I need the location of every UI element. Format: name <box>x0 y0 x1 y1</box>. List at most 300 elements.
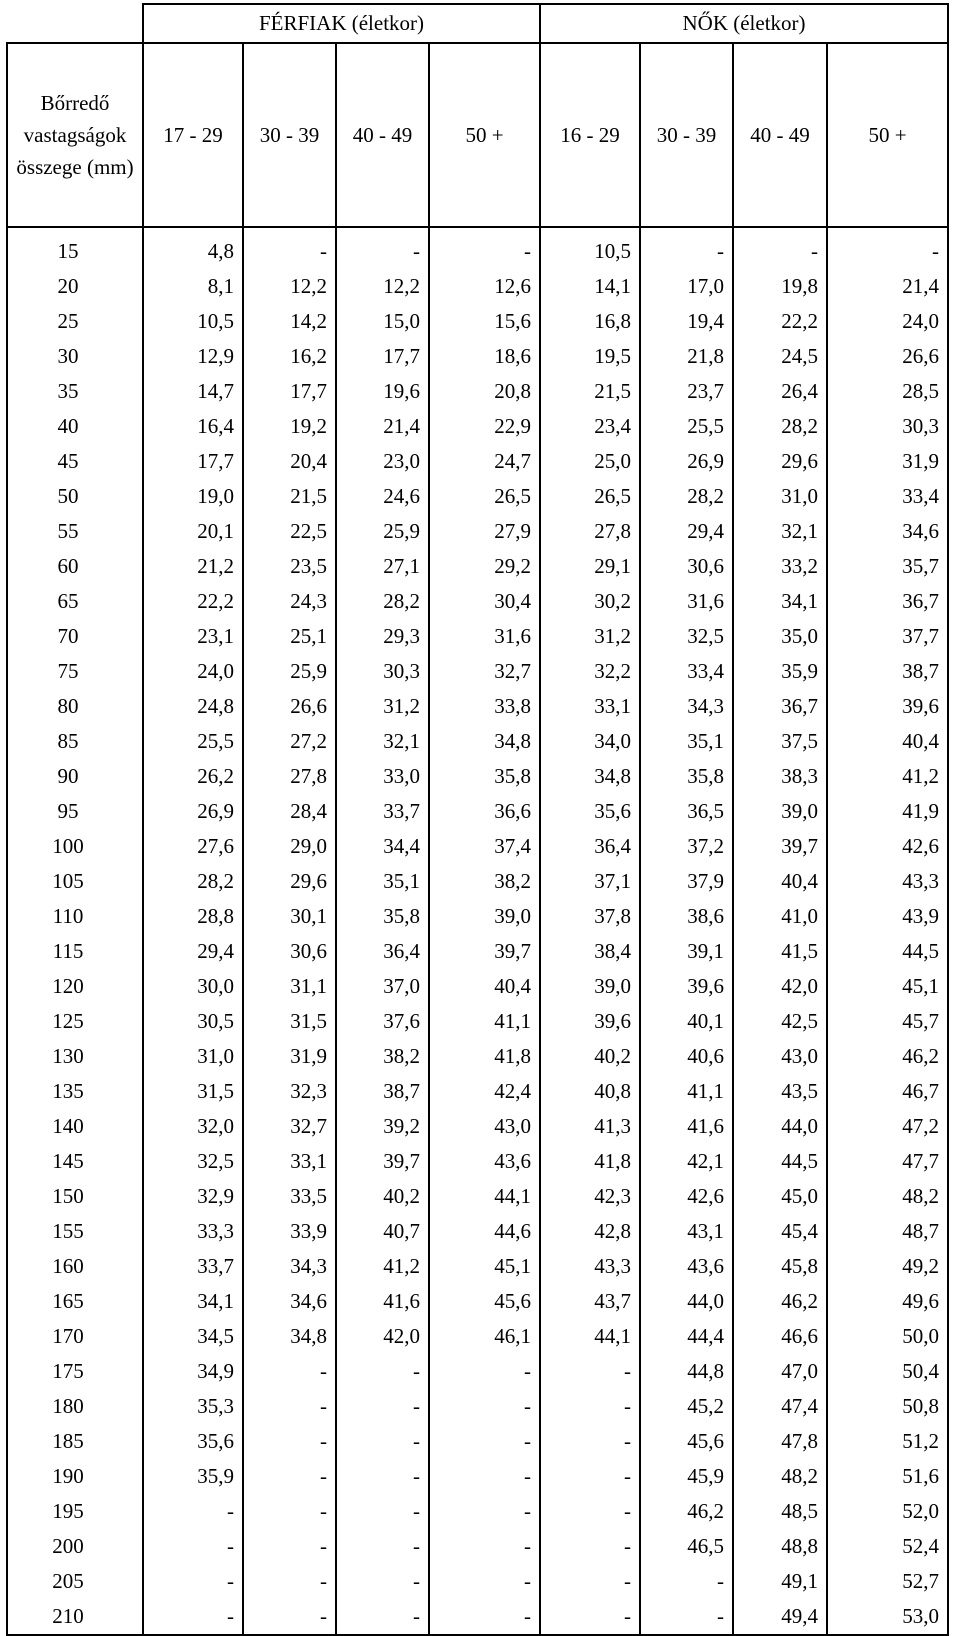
women-value-cell: 23,7 <box>640 374 733 409</box>
table-row <box>7 759 948 794</box>
men-value-cell: - <box>429 227 540 269</box>
men-value-cell: 20,4 <box>243 444 336 479</box>
men-value-cell: 16,4 <box>143 409 243 444</box>
men-value-cell: - <box>336 1599 429 1635</box>
men-value-cell: 24,0 <box>143 654 243 689</box>
men-value-cell: 31,5 <box>243 1004 336 1039</box>
men-value-cell: 41,1 <box>429 1004 540 1039</box>
men-value-cell: 40,4 <box>429 969 540 1004</box>
table-row <box>7 444 948 479</box>
skinfold-sum-cell: 200 <box>7 1529 143 1564</box>
women-value-cell: 40,4 <box>733 864 827 899</box>
men-value-cell: 32,0 <box>143 1109 243 1144</box>
men-value-cell: 38,7 <box>336 1074 429 1109</box>
women-value-cell: 43,6 <box>640 1249 733 1284</box>
women-value-cell: 45,6 <box>640 1424 733 1459</box>
men-value-cell: 27,2 <box>243 724 336 759</box>
skinfold-sum-cell: 110 <box>7 899 143 934</box>
men-value-cell: 25,9 <box>336 514 429 549</box>
table-row <box>7 339 948 374</box>
women-value-cell: 36,4 <box>540 829 640 864</box>
men-value-cell: 14,7 <box>143 374 243 409</box>
men-value-cell: 35,8 <box>429 759 540 794</box>
women-value-cell: 43,1 <box>640 1214 733 1249</box>
women-age-header: 16 - 29 <box>540 43 640 227</box>
men-age-header: 40 - 49 <box>336 43 429 227</box>
men-value-cell: - <box>143 1564 243 1599</box>
skinfold-sum-cell: 55 <box>7 514 143 549</box>
men-value-cell: 35,6 <box>143 1424 243 1459</box>
women-age-header: 50 + <box>827 43 948 227</box>
women-value-cell: 35,1 <box>640 724 733 759</box>
men-group-header: FÉRFIAK (életkor) <box>143 4 540 43</box>
men-value-cell: 33,7 <box>336 794 429 829</box>
men-value-cell: 19,0 <box>143 479 243 514</box>
men-value-cell: 31,6 <box>429 619 540 654</box>
men-value-cell: 46,1 <box>429 1319 540 1354</box>
table-row <box>7 374 948 409</box>
men-value-cell: 36,4 <box>336 934 429 969</box>
women-value-cell: 47,0 <box>733 1354 827 1389</box>
women-value-cell: 41,1 <box>640 1074 733 1109</box>
table-row <box>7 1424 948 1459</box>
women-value-cell: 32,5 <box>640 619 733 654</box>
skinfold-sum-cell: 20 <box>7 269 143 304</box>
skinfold-sum-cell: 175 <box>7 1354 143 1389</box>
women-value-cell: - <box>733 227 827 269</box>
men-age-header: 50 + <box>429 43 540 227</box>
table-row <box>7 1109 948 1144</box>
women-value-cell: 34,8 <box>540 759 640 794</box>
women-value-cell: 52,4 <box>827 1529 948 1564</box>
women-value-cell: 23,4 <box>540 409 640 444</box>
women-value-cell: 48,8 <box>733 1529 827 1564</box>
women-value-cell: 38,4 <box>540 934 640 969</box>
header-corner <box>7 4 143 43</box>
table-row <box>7 1144 948 1179</box>
table-row <box>7 1319 948 1354</box>
women-value-cell: 31,9 <box>827 444 948 479</box>
women-value-cell: 42,6 <box>827 829 948 864</box>
women-value-cell: 30,3 <box>827 409 948 444</box>
women-value-cell: 14,1 <box>540 269 640 304</box>
women-value-cell: 42,8 <box>540 1214 640 1249</box>
men-value-cell: 41,8 <box>429 1039 540 1074</box>
skinfold-sum-cell: 85 <box>7 724 143 759</box>
men-value-cell: - <box>429 1354 540 1389</box>
women-value-cell: - <box>640 227 733 269</box>
women-value-cell: 45,2 <box>640 1389 733 1424</box>
men-value-cell: 28,4 <box>243 794 336 829</box>
skinfold-sum-cell: 210 <box>7 1599 143 1635</box>
women-value-cell: 22,2 <box>733 304 827 339</box>
men-value-cell: - <box>429 1599 540 1635</box>
men-value-cell: 38,2 <box>336 1039 429 1074</box>
men-value-cell: 32,5 <box>143 1144 243 1179</box>
women-value-cell: 45,0 <box>733 1179 827 1214</box>
men-value-cell: 30,6 <box>243 934 336 969</box>
table-row <box>7 1354 948 1389</box>
men-value-cell: 34,9 <box>143 1354 243 1389</box>
women-value-cell: 47,7 <box>827 1144 948 1179</box>
men-value-cell: 39,7 <box>429 934 540 969</box>
men-value-cell: 33,9 <box>243 1214 336 1249</box>
table-row <box>7 1284 948 1319</box>
women-value-cell: 39,0 <box>540 969 640 1004</box>
skinfold-sum-cell: 115 <box>7 934 143 969</box>
women-value-cell: 19,5 <box>540 339 640 374</box>
men-value-cell: 35,1 <box>336 864 429 899</box>
men-value-cell: - <box>243 227 336 269</box>
men-value-cell: 25,9 <box>243 654 336 689</box>
men-value-cell: 44,6 <box>429 1214 540 1249</box>
men-value-cell: 32,9 <box>143 1179 243 1214</box>
men-value-cell: 34,1 <box>143 1284 243 1319</box>
women-value-cell: 52,0 <box>827 1494 948 1529</box>
table-row <box>7 269 948 304</box>
men-value-cell: 27,6 <box>143 829 243 864</box>
men-value-cell: 28,8 <box>143 899 243 934</box>
men-value-cell: 39,2 <box>336 1109 429 1144</box>
table-row <box>7 969 948 1004</box>
women-value-cell: 17,0 <box>640 269 733 304</box>
women-value-cell: 39,6 <box>640 969 733 1004</box>
skinfold-sum-cell: 155 <box>7 1214 143 1249</box>
women-value-cell: 41,3 <box>540 1109 640 1144</box>
women-value-cell: 42,6 <box>640 1179 733 1214</box>
women-value-cell: 50,8 <box>827 1389 948 1424</box>
women-value-cell: 40,6 <box>640 1039 733 1074</box>
women-value-cell: 41,2 <box>827 759 948 794</box>
men-value-cell: - <box>429 1424 540 1459</box>
women-value-cell: 25,0 <box>540 444 640 479</box>
men-value-cell: 15,6 <box>429 304 540 339</box>
women-value-cell: 46,6 <box>733 1319 827 1354</box>
men-value-cell: 25,5 <box>143 724 243 759</box>
men-value-cell: - <box>243 1389 336 1424</box>
men-value-cell: 24,8 <box>143 689 243 724</box>
women-value-cell: 28,5 <box>827 374 948 409</box>
men-value-cell: 44,1 <box>429 1179 540 1214</box>
women-value-cell: 39,0 <box>733 794 827 829</box>
men-value-cell: 10,5 <box>143 304 243 339</box>
women-value-cell: 37,7 <box>827 619 948 654</box>
women-value-cell: 35,7 <box>827 549 948 584</box>
men-value-cell: 19,2 <box>243 409 336 444</box>
skinfold-sum-cell: 170 <box>7 1319 143 1354</box>
women-value-cell: 32,2 <box>540 654 640 689</box>
men-value-cell: - <box>243 1529 336 1564</box>
men-value-cell: 26,6 <box>243 689 336 724</box>
women-value-cell: - <box>540 1529 640 1564</box>
women-value-cell: 26,6 <box>827 339 948 374</box>
men-value-cell: 31,0 <box>143 1039 243 1074</box>
men-value-cell: 27,8 <box>243 759 336 794</box>
women-value-cell: 53,0 <box>827 1599 948 1635</box>
men-value-cell: - <box>429 1459 540 1494</box>
women-value-cell: - <box>540 1459 640 1494</box>
women-value-cell: 49,2 <box>827 1249 948 1284</box>
men-value-cell: 22,2 <box>143 584 243 619</box>
men-age-header: 17 - 29 <box>143 43 243 227</box>
men-value-cell: 15,0 <box>336 304 429 339</box>
men-value-cell: 34,4 <box>336 829 429 864</box>
men-value-cell: 28,2 <box>336 584 429 619</box>
men-value-cell: 40,2 <box>336 1179 429 1214</box>
men-value-cell: - <box>243 1354 336 1389</box>
men-value-cell: - <box>429 1389 540 1424</box>
women-value-cell: 42,3 <box>540 1179 640 1214</box>
skinfold-sum-cell: 165 <box>7 1284 143 1319</box>
men-value-cell: - <box>336 1424 429 1459</box>
women-value-cell: 44,0 <box>733 1109 827 1144</box>
men-value-cell: - <box>336 1529 429 1564</box>
skinfold-sum-cell: 90 <box>7 759 143 794</box>
women-value-cell: 21,4 <box>827 269 948 304</box>
men-value-cell: 40,7 <box>336 1214 429 1249</box>
women-value-cell: 33,4 <box>827 479 948 514</box>
women-value-cell: 43,9 <box>827 899 948 934</box>
table-row <box>7 794 948 829</box>
men-value-cell: 33,8 <box>429 689 540 724</box>
women-value-cell: - <box>540 1494 640 1529</box>
table-row <box>7 1039 948 1074</box>
women-value-cell: 43,0 <box>733 1039 827 1074</box>
women-value-cell: 40,2 <box>540 1039 640 1074</box>
header-columns-row <box>7 43 948 227</box>
skinfold-sum-cell: 140 <box>7 1109 143 1144</box>
table-row <box>7 514 948 549</box>
skinfold-sum-cell: 35 <box>7 374 143 409</box>
women-value-cell: 45,1 <box>827 969 948 1004</box>
table-row <box>7 227 948 269</box>
men-value-cell: 4,8 <box>143 227 243 269</box>
women-value-cell: 48,7 <box>827 1214 948 1249</box>
women-value-cell: 49,4 <box>733 1599 827 1635</box>
men-value-cell: 24,6 <box>336 479 429 514</box>
women-value-cell: 38,6 <box>640 899 733 934</box>
table-row <box>7 1494 948 1529</box>
skinfold-sum-cell: 190 <box>7 1459 143 1494</box>
women-value-cell: - <box>640 1599 733 1635</box>
skinfold-sum-cell: 130 <box>7 1039 143 1074</box>
skinfold-sum-cell: 80 <box>7 689 143 724</box>
men-value-cell: - <box>336 227 429 269</box>
women-value-cell: 36,7 <box>733 689 827 724</box>
women-value-cell: 41,9 <box>827 794 948 829</box>
women-value-cell: 21,8 <box>640 339 733 374</box>
skinfold-sum-cell: 15 <box>7 227 143 269</box>
men-value-cell: - <box>429 1529 540 1564</box>
skinfold-sum-cell: 195 <box>7 1494 143 1529</box>
men-value-cell: 45,1 <box>429 1249 540 1284</box>
women-value-cell: 19,8 <box>733 269 827 304</box>
skinfold-sum-cell: 75 <box>7 654 143 689</box>
skinfold-sum-cell: 25 <box>7 304 143 339</box>
women-value-cell: 42,0 <box>733 969 827 1004</box>
men-value-cell: 17,7 <box>143 444 243 479</box>
women-value-cell: 36,7 <box>827 584 948 619</box>
men-value-cell: 32,1 <box>336 724 429 759</box>
men-value-cell: 31,9 <box>243 1039 336 1074</box>
women-value-cell: 45,9 <box>640 1459 733 1494</box>
women-value-cell: 42,1 <box>640 1144 733 1179</box>
men-value-cell: 22,9 <box>429 409 540 444</box>
men-value-cell: 16,2 <box>243 339 336 374</box>
table-row <box>7 934 948 969</box>
women-value-cell: 33,4 <box>640 654 733 689</box>
men-value-cell: 34,6 <box>243 1284 336 1319</box>
men-value-cell: 22,5 <box>243 514 336 549</box>
men-value-cell: - <box>336 1459 429 1494</box>
skinfold-sum-cell: 95 <box>7 794 143 829</box>
men-value-cell: - <box>336 1354 429 1389</box>
men-value-cell: 35,8 <box>336 899 429 934</box>
men-value-cell: 30,0 <box>143 969 243 1004</box>
women-value-cell: 49,1 <box>733 1564 827 1599</box>
men-value-cell: 20,8 <box>429 374 540 409</box>
women-value-cell: 39,1 <box>640 934 733 969</box>
table-row <box>7 689 948 724</box>
women-value-cell: 24,0 <box>827 304 948 339</box>
women-value-cell: 36,5 <box>640 794 733 829</box>
women-value-cell: 39,6 <box>540 1004 640 1039</box>
men-value-cell: 20,1 <box>143 514 243 549</box>
women-value-cell: 35,6 <box>540 794 640 829</box>
table-row <box>7 549 948 584</box>
women-value-cell: 44,0 <box>640 1284 733 1319</box>
men-value-cell: 29,6 <box>243 864 336 899</box>
men-value-cell: 24,7 <box>429 444 540 479</box>
women-value-cell: 43,5 <box>733 1074 827 1109</box>
women-value-cell: 38,3 <box>733 759 827 794</box>
women-value-cell: 26,9 <box>640 444 733 479</box>
men-value-cell: 32,7 <box>243 1109 336 1144</box>
skinfold-sum-cell: 45 <box>7 444 143 479</box>
women-value-cell: 34,3 <box>640 689 733 724</box>
women-value-cell: - <box>640 1564 733 1599</box>
men-value-cell: 18,6 <box>429 339 540 374</box>
men-value-cell: 29,2 <box>429 549 540 584</box>
women-value-cell: - <box>540 1354 640 1389</box>
men-value-cell: 45,6 <box>429 1284 540 1319</box>
men-value-cell: 35,9 <box>143 1459 243 1494</box>
women-value-cell: 29,6 <box>733 444 827 479</box>
men-value-cell: - <box>143 1529 243 1564</box>
table-row <box>7 654 948 689</box>
women-value-cell: 39,6 <box>827 689 948 724</box>
women-value-cell: - <box>540 1564 640 1599</box>
women-value-cell: 46,5 <box>640 1529 733 1564</box>
skinfold-sum-cell: 180 <box>7 1389 143 1424</box>
table-row <box>7 724 948 759</box>
women-value-cell: 10,5 <box>540 227 640 269</box>
women-value-cell: 48,2 <box>733 1459 827 1494</box>
table-body <box>7 227 948 1635</box>
women-value-cell: 47,2 <box>827 1109 948 1144</box>
women-value-cell: 34,6 <box>827 514 948 549</box>
table-row <box>7 829 948 864</box>
women-value-cell: 52,7 <box>827 1564 948 1599</box>
men-value-cell: 21,4 <box>336 409 429 444</box>
skinfold-sum-cell: 70 <box>7 619 143 654</box>
women-value-cell: 44,1 <box>540 1319 640 1354</box>
men-value-cell: 42,0 <box>336 1319 429 1354</box>
men-value-cell: 33,7 <box>143 1249 243 1284</box>
women-value-cell: 25,5 <box>640 409 733 444</box>
skinfold-sum-cell: 65 <box>7 584 143 619</box>
men-value-cell: 8,1 <box>143 269 243 304</box>
men-value-cell: 31,1 <box>243 969 336 1004</box>
women-value-cell: 40,8 <box>540 1074 640 1109</box>
men-value-cell: 39,7 <box>336 1144 429 1179</box>
men-value-cell: - <box>243 1459 336 1494</box>
women-value-cell: 37,9 <box>640 864 733 899</box>
men-value-cell: 38,2 <box>429 864 540 899</box>
women-value-cell: 46,7 <box>827 1074 948 1109</box>
skinfold-sum-cell: 60 <box>7 549 143 584</box>
men-value-cell: 29,4 <box>143 934 243 969</box>
men-age-header: 30 - 39 <box>243 43 336 227</box>
women-value-cell: 26,5 <box>540 479 640 514</box>
men-value-cell: 12,6 <box>429 269 540 304</box>
women-value-cell: 33,1 <box>540 689 640 724</box>
women-value-cell: 30,2 <box>540 584 640 619</box>
women-age-header: 40 - 49 <box>733 43 827 227</box>
skinfold-sum-cell: 100 <box>7 829 143 864</box>
men-value-cell: 37,4 <box>429 829 540 864</box>
men-value-cell: 43,6 <box>429 1144 540 1179</box>
table-row <box>7 1074 948 1109</box>
women-value-cell: 32,1 <box>733 514 827 549</box>
men-value-cell: 17,7 <box>336 339 429 374</box>
women-value-cell: 44,5 <box>733 1144 827 1179</box>
men-value-cell: - <box>336 1564 429 1599</box>
women-value-cell: 44,5 <box>827 934 948 969</box>
women-value-cell: 31,0 <box>733 479 827 514</box>
men-value-cell: - <box>243 1494 336 1529</box>
women-value-cell: 21,5 <box>540 374 640 409</box>
men-value-cell: 29,3 <box>336 619 429 654</box>
men-value-cell: - <box>429 1564 540 1599</box>
skinfold-sum-cell: 150 <box>7 1179 143 1214</box>
men-value-cell: 27,1 <box>336 549 429 584</box>
table-row <box>7 864 948 899</box>
skinfold-sum-cell: 135 <box>7 1074 143 1109</box>
women-value-cell: 37,8 <box>540 899 640 934</box>
women-value-cell: - <box>540 1389 640 1424</box>
men-value-cell: 26,5 <box>429 479 540 514</box>
women-value-cell: 19,4 <box>640 304 733 339</box>
men-value-cell: 12,2 <box>336 269 429 304</box>
men-value-cell: 27,9 <box>429 514 540 549</box>
women-value-cell: 34,1 <box>733 584 827 619</box>
women-value-cell: 34,0 <box>540 724 640 759</box>
women-value-cell: 28,2 <box>733 409 827 444</box>
skinfold-sum-header: Bőrredő vastagságok összege (mm) <box>7 43 143 227</box>
table-row <box>7 1564 948 1599</box>
table-row <box>7 1004 948 1039</box>
women-value-cell: 43,3 <box>827 864 948 899</box>
women-value-cell: - <box>540 1424 640 1459</box>
women-value-cell: 50,4 <box>827 1354 948 1389</box>
men-value-cell: 33,5 <box>243 1179 336 1214</box>
women-value-cell: 40,4 <box>827 724 948 759</box>
men-value-cell: 25,1 <box>243 619 336 654</box>
men-value-cell: 34,8 <box>243 1319 336 1354</box>
women-value-cell: 39,7 <box>733 829 827 864</box>
women-value-cell: 33,2 <box>733 549 827 584</box>
